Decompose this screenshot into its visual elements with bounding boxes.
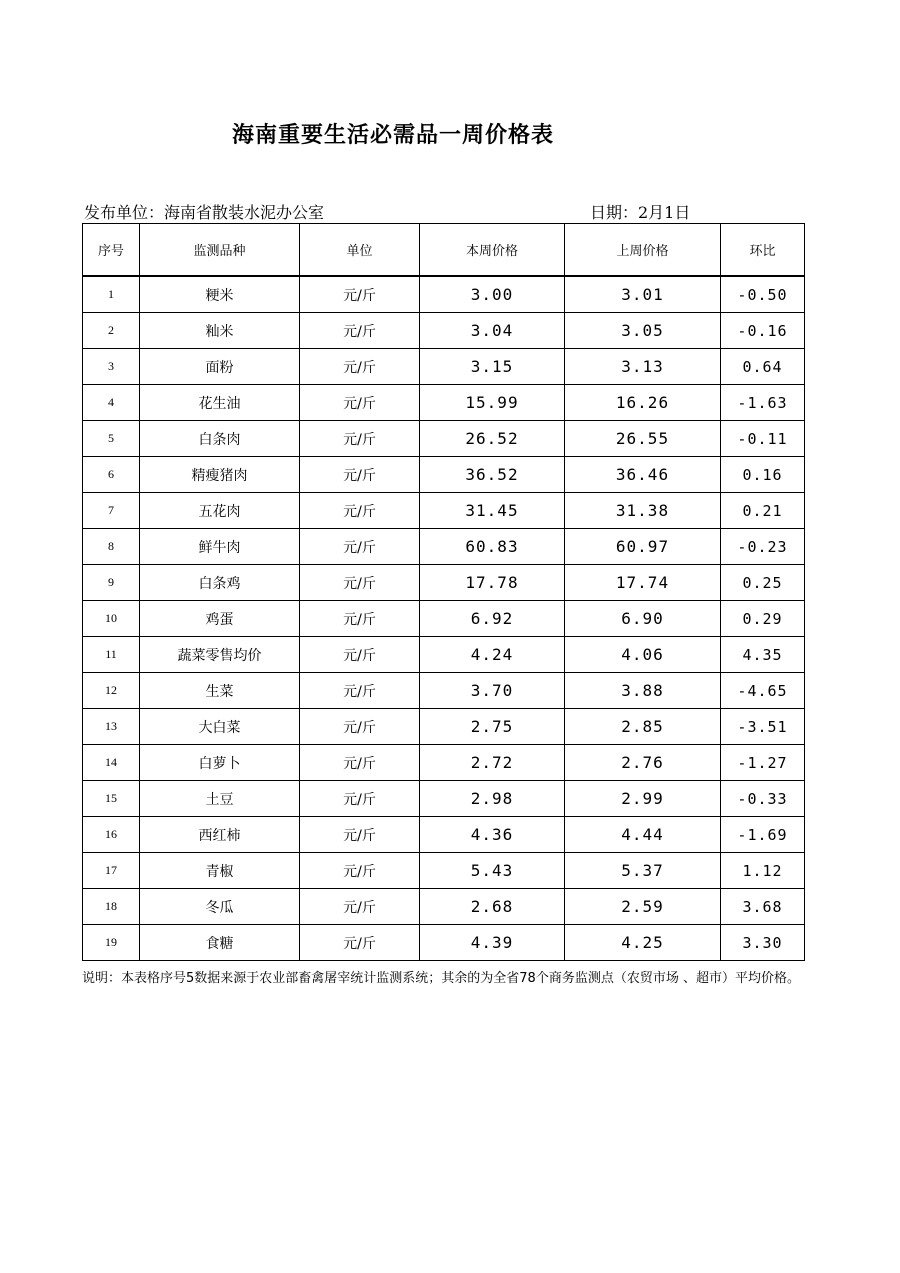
cell-seq: 7 <box>83 493 140 529</box>
cell-ratio: 0.25 <box>721 565 805 601</box>
cell-this-week: 31.45 <box>420 493 565 529</box>
cell-last-week: 3.13 <box>565 349 721 385</box>
cell-seq: 14 <box>83 745 140 781</box>
cell-this-week: 3.15 <box>420 349 565 385</box>
cell-item: 粳米 <box>140 276 300 313</box>
cell-this-week: 2.75 <box>420 709 565 745</box>
cell-ratio: -0.23 <box>721 529 805 565</box>
cell-ratio: -3.51 <box>721 709 805 745</box>
cell-this-week: 15.99 <box>420 385 565 421</box>
cell-last-week: 26.55 <box>565 421 721 457</box>
cell-last-week: 2.99 <box>565 781 721 817</box>
cell-item: 土豆 <box>140 781 300 817</box>
cell-seq: 12 <box>83 673 140 709</box>
cell-item: 面粉 <box>140 349 300 385</box>
cell-unit: 元/斤 <box>300 349 420 385</box>
table-row <box>83 493 805 529</box>
cell-this-week: 6.92 <box>420 601 565 637</box>
cell-last-week: 16.26 <box>565 385 721 421</box>
table-row <box>83 457 805 493</box>
cell-unit: 元/斤 <box>300 529 420 565</box>
cell-unit: 元/斤 <box>300 709 420 745</box>
cell-ratio: 4.35 <box>721 637 805 673</box>
cell-item: 西红柿 <box>140 817 300 853</box>
table-row <box>83 529 805 565</box>
cell-last-week: 3.05 <box>565 313 721 349</box>
table-row <box>83 817 805 853</box>
cell-last-week: 2.59 <box>565 889 721 925</box>
table-row <box>83 421 805 457</box>
cell-unit: 元/斤 <box>300 493 420 529</box>
header-last-week: 上周价格 <box>565 224 721 277</box>
cell-ratio: -1.63 <box>721 385 805 421</box>
table-body <box>83 276 805 961</box>
cell-unit: 元/斤 <box>300 853 420 889</box>
cell-item: 大白菜 <box>140 709 300 745</box>
cell-unit: 元/斤 <box>300 421 420 457</box>
header-seq: 序号 <box>83 224 140 277</box>
cell-ratio: 1.12 <box>721 853 805 889</box>
table-row <box>83 889 805 925</box>
cell-item: 青椒 <box>140 853 300 889</box>
cell-ratio: -0.50 <box>721 276 805 313</box>
cell-ratio: -1.27 <box>721 745 805 781</box>
table-row <box>83 313 805 349</box>
cell-last-week: 60.97 <box>565 529 721 565</box>
cell-this-week: 2.68 <box>420 889 565 925</box>
table-row <box>83 745 805 781</box>
cell-unit: 元/斤 <box>300 276 420 313</box>
cell-last-week: 4.44 <box>565 817 721 853</box>
cell-unit: 元/斤 <box>300 781 420 817</box>
cell-last-week: 17.74 <box>565 565 721 601</box>
cell-item: 白条鸡 <box>140 565 300 601</box>
cell-this-week: 2.98 <box>420 781 565 817</box>
table-row <box>83 853 805 889</box>
table-row <box>83 673 805 709</box>
cell-last-week: 3.01 <box>565 276 721 313</box>
cell-seq: 5 <box>83 421 140 457</box>
cell-seq: 17 <box>83 853 140 889</box>
cell-this-week: 17.78 <box>420 565 565 601</box>
cell-seq: 19 <box>83 925 140 961</box>
publisher-label: 发布单位：海南省散装水泥办公室 <box>84 203 325 222</box>
table-row <box>83 276 805 313</box>
table-row <box>83 781 805 817</box>
cell-ratio: 3.68 <box>721 889 805 925</box>
cell-ratio: -0.33 <box>721 781 805 817</box>
cell-last-week: 2.76 <box>565 745 721 781</box>
cell-this-week: 36.52 <box>420 457 565 493</box>
header-ratio: 环比 <box>721 224 805 277</box>
cell-unit: 元/斤 <box>300 565 420 601</box>
cell-this-week: 4.36 <box>420 817 565 853</box>
header-item: 监测品种 <box>140 224 300 277</box>
cell-seq: 10 <box>83 601 140 637</box>
cell-unit: 元/斤 <box>300 745 420 781</box>
cell-last-week: 31.38 <box>565 493 721 529</box>
date-label: 日期：2月1日 <box>590 203 691 222</box>
table-row <box>83 349 805 385</box>
cell-seq: 4 <box>83 385 140 421</box>
cell-this-week: 3.00 <box>420 276 565 313</box>
table-header-row <box>83 224 805 277</box>
cell-ratio: -0.11 <box>721 421 805 457</box>
footnote: 说明：本表格序号5数据来源于农业部畜禽屠宰统计监测系统；其余的为全省78个商务监测点（农贸市场 、超市）平均价格。 <box>82 971 800 986</box>
cell-item: 五花肉 <box>140 493 300 529</box>
table-row <box>83 637 805 673</box>
cell-this-week: 4.24 <box>420 637 565 673</box>
table-row <box>83 565 805 601</box>
cell-ratio: -4.65 <box>721 673 805 709</box>
cell-this-week: 3.04 <box>420 313 565 349</box>
cell-unit: 元/斤 <box>300 637 420 673</box>
cell-ratio: 3.30 <box>721 925 805 961</box>
cell-ratio: 0.21 <box>721 493 805 529</box>
cell-seq: 15 <box>83 781 140 817</box>
cell-unit: 元/斤 <box>300 601 420 637</box>
cell-unit: 元/斤 <box>300 889 420 925</box>
table-row <box>83 601 805 637</box>
price-table <box>82 223 805 961</box>
cell-seq: 11 <box>83 637 140 673</box>
cell-ratio: 0.29 <box>721 601 805 637</box>
cell-unit: 元/斤 <box>300 313 420 349</box>
cell-item: 白条肉 <box>140 421 300 457</box>
cell-item: 花生油 <box>140 385 300 421</box>
cell-seq: 13 <box>83 709 140 745</box>
cell-last-week: 3.88 <box>565 673 721 709</box>
cell-unit: 元/斤 <box>300 817 420 853</box>
cell-this-week: 4.39 <box>420 925 565 961</box>
table-row <box>83 385 805 421</box>
table-row <box>83 709 805 745</box>
header-this-week: 本周价格 <box>420 224 565 277</box>
cell-last-week: 2.85 <box>565 709 721 745</box>
cell-item: 蔬菜零售均价 <box>140 637 300 673</box>
cell-last-week: 36.46 <box>565 457 721 493</box>
cell-ratio: 0.16 <box>721 457 805 493</box>
cell-item: 鸡蛋 <box>140 601 300 637</box>
cell-seq: 18 <box>83 889 140 925</box>
cell-this-week: 26.52 <box>420 421 565 457</box>
cell-seq: 1 <box>83 276 140 313</box>
page-title: 海南重要生活必需品一周价格表 <box>232 123 555 148</box>
cell-last-week: 4.06 <box>565 637 721 673</box>
cell-item: 籼米 <box>140 313 300 349</box>
cell-last-week: 6.90 <box>565 601 721 637</box>
cell-seq: 6 <box>83 457 140 493</box>
cell-item: 冬瓜 <box>140 889 300 925</box>
cell-this-week: 2.72 <box>420 745 565 781</box>
cell-this-week: 5.43 <box>420 853 565 889</box>
cell-item: 白萝卜 <box>140 745 300 781</box>
cell-this-week: 3.70 <box>420 673 565 709</box>
cell-seq: 8 <box>83 529 140 565</box>
cell-seq: 3 <box>83 349 140 385</box>
cell-ratio: -1.69 <box>721 817 805 853</box>
cell-item: 生菜 <box>140 673 300 709</box>
cell-unit: 元/斤 <box>300 925 420 961</box>
cell-unit: 元/斤 <box>300 385 420 421</box>
cell-last-week: 5.37 <box>565 853 721 889</box>
table-row <box>83 925 805 961</box>
cell-unit: 元/斤 <box>300 673 420 709</box>
cell-last-week: 4.25 <box>565 925 721 961</box>
cell-ratio: -0.16 <box>721 313 805 349</box>
cell-item: 精瘦猪肉 <box>140 457 300 493</box>
cell-seq: 16 <box>83 817 140 853</box>
cell-item: 食糖 <box>140 925 300 961</box>
cell-unit: 元/斤 <box>300 457 420 493</box>
cell-seq: 2 <box>83 313 140 349</box>
cell-this-week: 60.83 <box>420 529 565 565</box>
cell-ratio: 0.64 <box>721 349 805 385</box>
cell-item: 鲜牛肉 <box>140 529 300 565</box>
cell-seq: 9 <box>83 565 140 601</box>
header-unit: 单位 <box>300 224 420 277</box>
